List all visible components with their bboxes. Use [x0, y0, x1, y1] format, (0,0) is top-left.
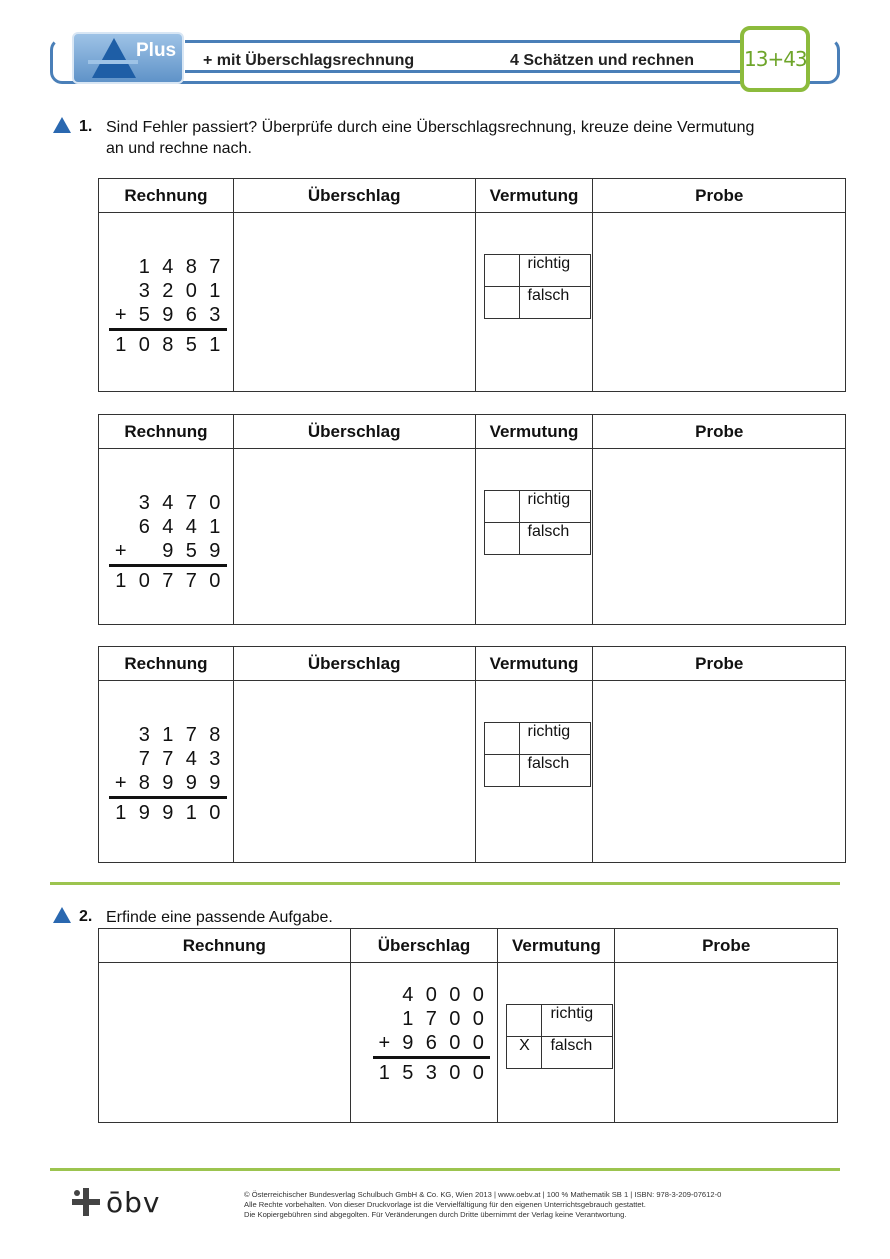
vermutung-cell [475, 681, 593, 863]
rights-line: Alle Rechte vorbehalten. Von dieser Druckvorlage ist die Vervielfältigung für den eigenen Unterrichtsgebrauch gestattet. [244, 1200, 646, 1209]
sum-line [109, 796, 227, 799]
label-richtig: richtig [519, 491, 590, 523]
checkbox-richtig[interactable] [507, 1005, 542, 1037]
difficulty-triangle-icon [53, 907, 71, 923]
header-rule [185, 70, 740, 73]
label-richtig: richtig [519, 255, 590, 287]
column-header-ueberschlag: Überschlag [233, 179, 475, 213]
guess-box [484, 490, 591, 555]
task-instruction: Sind Fehler passiert? Überprüfe durch eine Überschlagsrechnung, kreuze deine Vermutung an und rechne nach. [106, 119, 755, 157]
checkbox-richtig[interactable] [484, 491, 519, 523]
column-header-vermutung: Vermutung [475, 179, 593, 213]
rechnung-cell [99, 449, 234, 625]
column-header-vermutung: Vermutung [475, 647, 593, 681]
column-header-probe: Probe [593, 415, 846, 449]
rechnung-cell [99, 681, 234, 863]
column-header-ueberschlag: Überschlag [350, 929, 498, 963]
column-header-vermutung: Vermutung [498, 929, 615, 963]
ueberschlag-cell[interactable] [233, 213, 475, 392]
label-falsch: falsch [519, 523, 590, 555]
addition: 3 4 7 0 6 4 4 1 + 9 5 9 1 0 7 7 0 [109, 491, 227, 593]
estimate-addition: 4 0 0 0 1 7 0 0 + 9 6 0 0 1 5 3 0 0 [373, 983, 491, 1085]
guess-box [484, 722, 591, 787]
worksheet-table-3 [98, 646, 846, 863]
header-chapter: 4 Schätzen und rechnen [510, 52, 695, 69]
obv-logo-icon [72, 1188, 100, 1216]
addition: 1 4 8 7 3 2 0 1 + 5 9 6 3 1 0 8 5 1 [109, 255, 227, 357]
ueberschlag-cell[interactable] [233, 449, 475, 625]
rechnung-cell[interactable] [99, 963, 351, 1123]
probe-cell[interactable] [593, 681, 846, 863]
task-instruction: Erfinde eine passende Aufgabe. [106, 909, 333, 926]
guess-box [484, 254, 591, 319]
checkbox-richtig[interactable] [484, 723, 519, 755]
label-falsch: falsch [519, 287, 590, 319]
plus-logo [72, 32, 184, 84]
guess-box [506, 1004, 613, 1069]
ueberschlag-cell [350, 963, 498, 1123]
column-header-probe: Probe [615, 929, 838, 963]
vermutung-cell [475, 213, 593, 392]
probe-cell[interactable] [593, 213, 846, 392]
sum-line [373, 1056, 491, 1059]
addition: 3 1 7 8 7 7 4 3 + 8 9 9 9 1 9 9 1 0 [109, 723, 227, 825]
column-header-ueberschlag: Überschlag [233, 415, 475, 449]
column-header-probe: Probe [593, 647, 846, 681]
task-number: 2. [79, 908, 93, 925]
task-number: 1. [79, 118, 93, 135]
column-header-ueberschlag: Überschlag [233, 647, 475, 681]
probe-cell[interactable] [615, 963, 838, 1123]
liability-line: Die Kopiergebühren sind abgegolten. Für Veränderungen durch Dritte übernimmt der Verlag keine Verantwortung. [244, 1210, 627, 1219]
column-header-vermutung: Vermutung [475, 415, 593, 449]
label-falsch: falsch [519, 755, 590, 787]
vermutung-cell [498, 963, 615, 1123]
sum-line [109, 564, 227, 567]
checkbox-falsch[interactable] [484, 523, 519, 555]
difficulty-triangle-icon [53, 117, 71, 133]
chapter-badge: 13+43 [740, 26, 810, 92]
column-header-rechnung: Rechnung [99, 647, 234, 681]
logo-text: Plus [136, 40, 177, 61]
ueberschlag-cell[interactable] [233, 681, 475, 863]
checkbox-falsch[interactable]: X [507, 1037, 542, 1069]
column-header-rechnung: Rechnung [99, 179, 234, 213]
column-header-rechnung: Rechnung [99, 929, 351, 963]
publisher-logo: ōbv [106, 1186, 161, 1219]
label-richtig: richtig [542, 1005, 613, 1037]
worksheet-table-4 [98, 928, 838, 1123]
checkbox-falsch[interactable] [484, 287, 519, 319]
header-title: + mit Überschlagsrechnung [203, 52, 415, 69]
footer-divider [50, 1168, 840, 1171]
triangle-icon [92, 38, 136, 78]
worksheet-table-1 [98, 178, 846, 392]
label-richtig: richtig [519, 723, 590, 755]
column-header-probe: Probe [593, 179, 846, 213]
probe-cell[interactable] [593, 449, 846, 625]
worksheet-table-2 [98, 414, 846, 625]
label-falsch: falsch [542, 1037, 613, 1069]
header-top-rule [185, 40, 740, 43]
copyright-line: © Österreichischer Bundesverlag Schulbuch GmbH & Co. KG, Wien 2013 | www.oebv.at | 100 % Mathematik SB 1 | ISBN: 978-3-209-07612-0 [244, 1190, 722, 1199]
rechnung-cell [99, 213, 234, 392]
checkbox-richtig[interactable] [484, 255, 519, 287]
checkbox-falsch[interactable] [484, 755, 519, 787]
sum-line [109, 328, 227, 331]
section-divider [50, 882, 840, 885]
column-header-rechnung: Rechnung [99, 415, 234, 449]
vermutung-cell [475, 449, 593, 625]
